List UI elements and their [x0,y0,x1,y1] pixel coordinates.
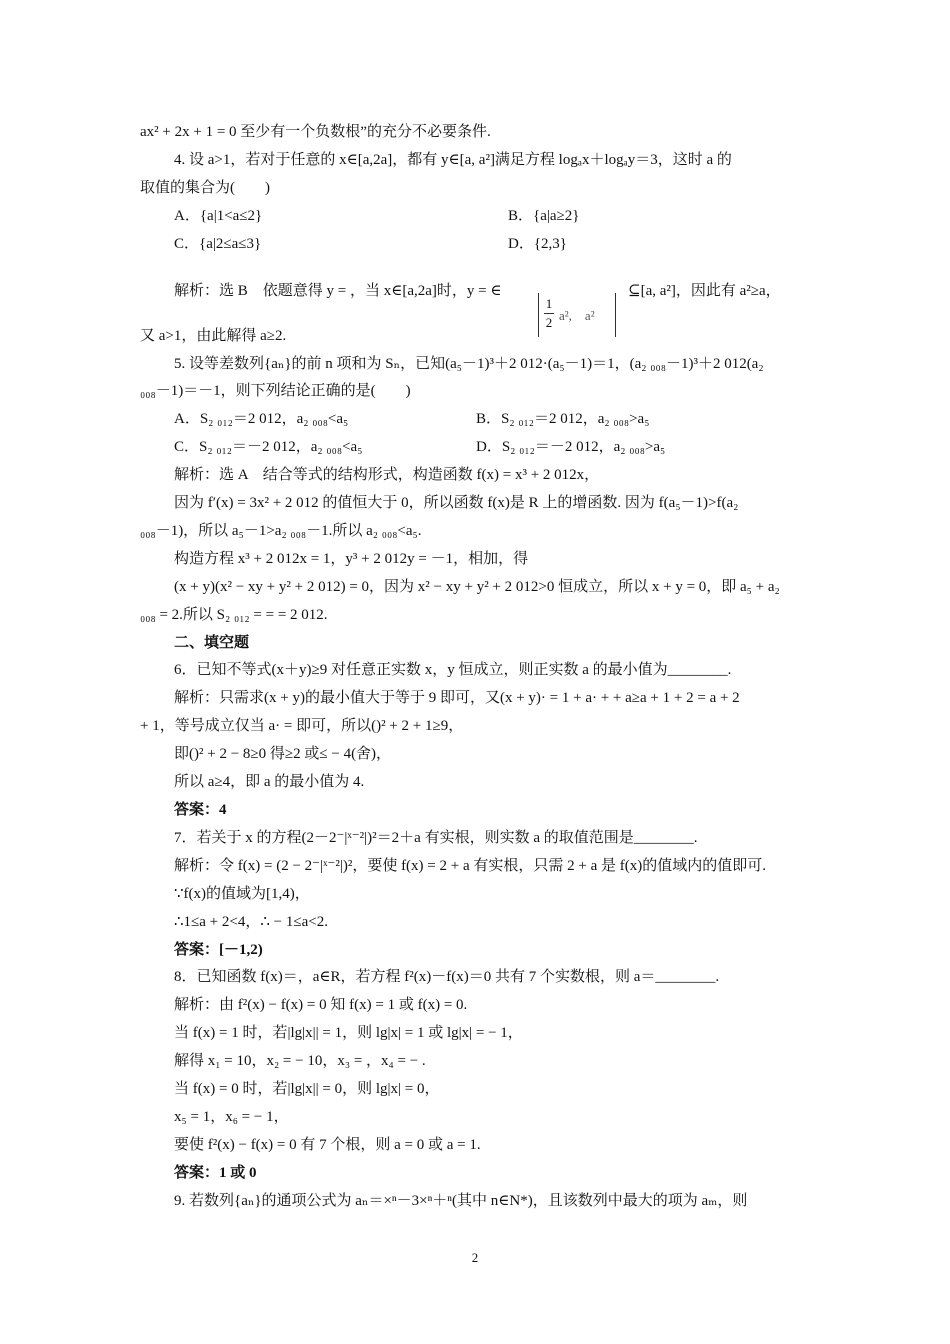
analysis-6: 解析：只需求(x + y)的最小值大于等于 9 即可，又(x + y)· = 1 + a· + + a≥a + 1 + 2 = a + 2 [174,690,740,706]
text-line: 解得 x₁ = 10，x₂ = − 10，x₃ = ，x₄ = − . [174,1053,426,1069]
interval-rest: a², a² [559,308,595,323]
question-9-stem: 9. 若数列{aₙ}的通项公式为 aₙ＝×ⁿ－3×ⁿ＋ⁿ(其中 n∈N*)，且该数列中最大的项为 aₘ，则 [174,1193,748,1209]
text-line: ⊆[a, a²]，因此有 a²≥a， [628,283,781,299]
text-line: ∴1≤a + 2<4，∴ − 1≤a<2. [174,914,328,930]
option-d: D．S₂ ₀₁₂＝－2 012，a₂ ₀₀₈>a₅ [476,439,666,455]
text-line: ∵f(x)的值域为[1,4)， [174,886,310,902]
fraction-numerator: 1 [545,296,553,311]
text-line: ax² + 2x + 1 = 0 至少有一个负数根”的充分不必要条件. [140,124,491,140]
text-line: ₀₀₈ = 2.所以 S₂ ₀₁₂ = = = 2 012. [140,607,328,623]
text-line: + 1，等号成立仅当 a· = 即可，所以()² + 2 + 1≥9， [140,718,464,734]
answer-8: 答案：1 或 0 [174,1165,257,1181]
text-line: 要使 f²(x) − f(x) = 0 有 7 个根，则 a = 0 或 a = 1. [174,1137,481,1153]
option-c: C．S₂ ₀₁₂＝－2 012，a₂ ₀₀₈<a₅ [174,439,363,455]
option-a: A．S₂ ₀₁₂＝2 012，a₂ ₀₀₈<a₅ [174,411,349,427]
answer-7: 答案：[－1,2) [174,942,263,958]
question-6-stem: 6．已知不等式(x＋y)≥9 对任意正实数 x，y 恒成立，则正实数 a 的最小值为________. [174,662,732,678]
question-4-stem: 4. 设 a>1，若对于任意的 x∈[a,2a]，都有 y∈[a, a²]满足方程 logₐx＋logₐy＝3，这时 a 的 [174,152,732,168]
text-line: x₅ = 1，x₆ = − 1， [174,1109,289,1125]
question-7-stem: 7．若关于 x 的方程(2－2⁻|ˣ⁻²|)²＝2＋a 有实根，则实数 a 的取值范围是________. [174,830,698,846]
text-line: ₀₀₈－1)，所以 a₅－1>a₂ ₀₀₈－1.所以 a₂ ₀₀₈<a₅. [140,523,422,539]
text-line: 当 f(x) = 1 时，若|lg|x|| = 1，则 lg|x| = 1 或 lg|x| = − 1， [174,1025,523,1041]
answer-6: 答案：4 [174,802,227,818]
analysis-8: 解析：由 f²(x) − f(x) = 0 知 f(x) = 1 或 f(x) = 0. [174,997,468,1013]
option-b: B．S₂ ₀₁₂＝2 012，a₂ ₀₀₈>a₅ [476,411,650,427]
text-line: 取值的集合为( ) [140,180,270,196]
text-line: 又 a>1，由此解得 a≥2. [140,328,287,344]
analysis-5: 解析：选 A 结合等式的结构形式，构造函数 f(x) = x³ + 2 012x， [174,467,600,483]
text-line: 因为 f′(x) = 3x² + 2 012 的值恒大于 0，所以函数 f(x)是 R 上的增函数. 因为 f(a₅－1)>f(a₂ [174,495,739,511]
text-line: ₀₀₈－1)＝－1，则下列结论正确的是( ) [140,383,411,399]
option-c: C．{a|2≤a≤3} [174,236,262,252]
text-line: 构造方程 x³ + 2 012x = 1，y³ + 2 012y = －1，相加，得 [174,551,529,567]
question-8-stem: 8．已知函数 f(x)＝，a∈R，若方程 f²(x)－f(x)＝0 共有 7 个实数根，则 a＝________. [174,969,720,985]
fraction-denominator: 2 [545,315,553,330]
text-line: 即()² + 2 − 8≥0 得≥2 或≤ − 4(舍)， [174,746,392,762]
text-line: (x + y)(x² − xy + y² + 2 012) = 0，因为 x² − xy + y² + 2 012>0 恒成立，所以 x + y = 0，即 a₅ + a₂ [174,579,780,595]
text-line: 所以 a≥4，即 a 的最小值为 4. [174,774,365,790]
option-a: A．{a|1<a≤2} [174,208,263,224]
analysis-7: 解析：令 f(x) = (2 − 2⁻|ˣ⁻²|)²，要使 f(x) = 2 + a 有实根，只需 2 + a 是 f(x)的值域内的值即可. [174,858,766,874]
question-5-stem: 5. 设等差数列{aₙ}的前 n 项和为 Sₙ，已知(a₅－1)³＋2 012·(a₅－1)＝1，(a₂ ₀₀₈－1)³＋2 012(a₂ [174,356,764,372]
option-d: D．{2,3} [508,236,567,252]
analysis-4: 解析：选 B 依题意得 y = ，当 x∈[a,2a]时，y = ∈ [174,283,502,299]
section-heading: 二、填空题 [174,635,250,651]
page-number: 2 [471,1250,479,1265]
option-b: B．{a|a≥2} [508,208,580,224]
text-line: 当 f(x) = 0 时，若|lg|x|| = 0，则 lg|x| = 0， [174,1081,440,1097]
